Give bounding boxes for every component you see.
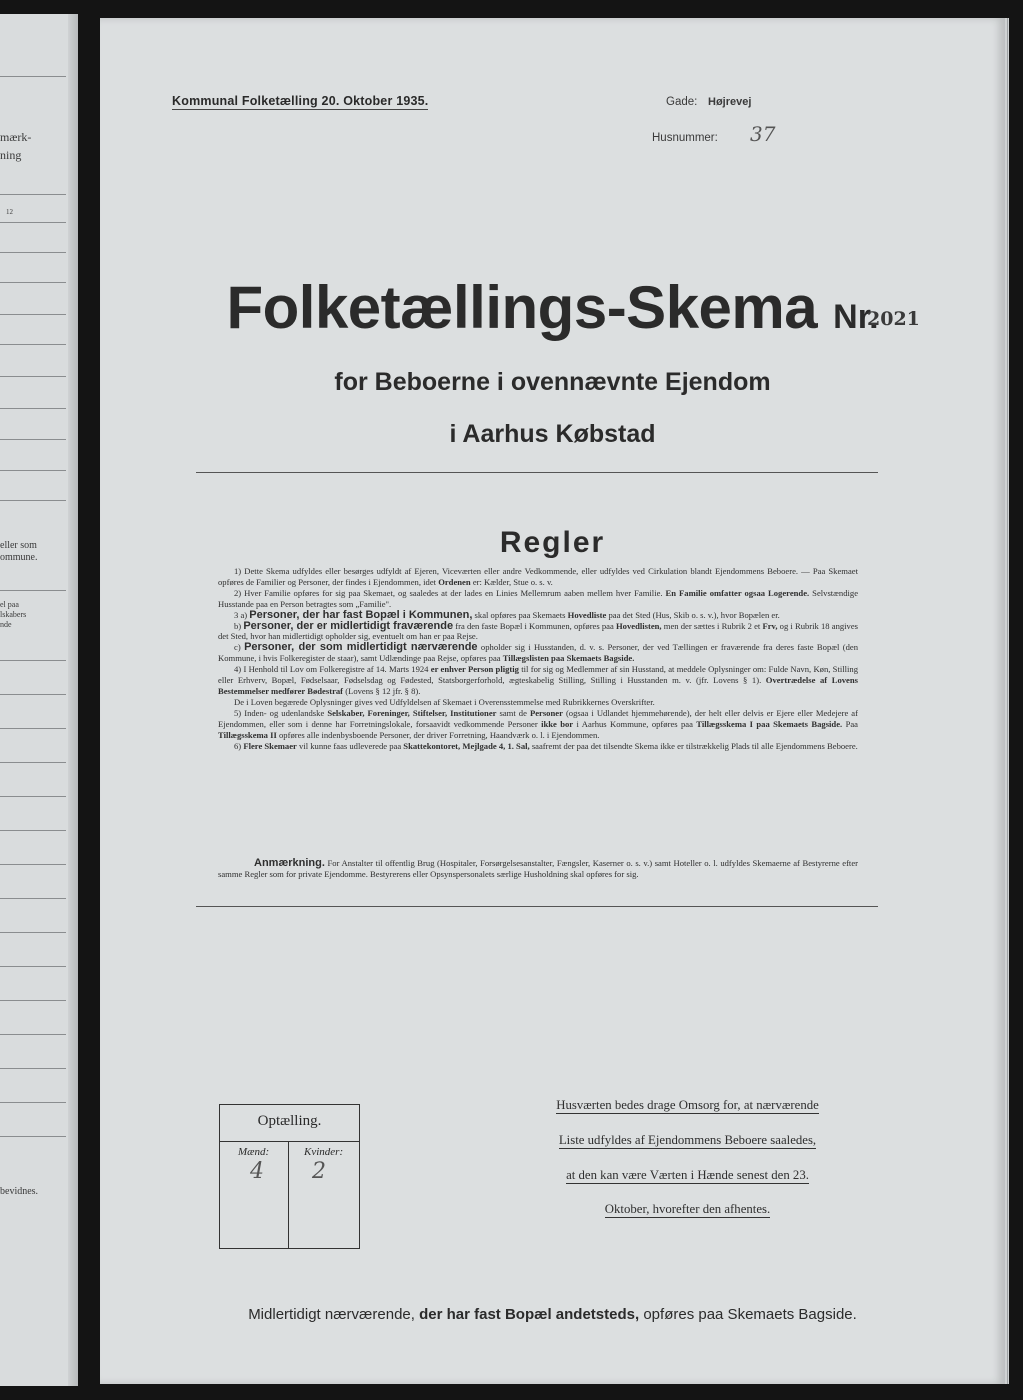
form-number-stamp: 2021 (867, 308, 920, 330)
left-page-rule (0, 932, 66, 933)
landlord-note-line-2: Liste udfyldes af Ejendommens Beboere saaledes, (558, 1133, 817, 1147)
left-page-rule (0, 590, 66, 591)
left-page-rule (0, 344, 66, 345)
left-page-rule (0, 1034, 66, 1035)
left-page-text: el paa (0, 600, 19, 609)
left-page-text: eller som (0, 540, 37, 551)
rule-4-note: De i Loven begærede Oplysninger gives ved Udfyldelsen af Skemaet i Overensstemmelse med Rubrikkernes Overskrifter. (234, 696, 655, 707)
form-subtitle-2: i Aarhus Købstad (449, 420, 656, 448)
left-page-rule (0, 222, 66, 223)
left-page-text: 12 (6, 208, 13, 216)
left-page-text: nde (0, 620, 12, 629)
left-page-rule (0, 966, 66, 967)
form-number-label: Nr. (833, 298, 879, 336)
left-page-rule (0, 796, 66, 797)
left-page-text: ning (0, 148, 22, 162)
left-page-rule (0, 660, 66, 661)
rule-5: 5) Inden- og udenlandske Selskaber, Foreninger, Stiftelser, Institutioner samt de Personer (ogsaa i Udlandet hjemmehørende), der helt eller delvis er Ejere eller Medejere af Ejendommen, eller som i denne har Forretningslokale, forsaavidt vedkommende Personer ikke bor i Aarhus Kommune, opføres paa Tillægsskema I paa Skemaets Bagside. Paa Tillægsskema II opføres alle indenbysboende Personer, der driver Forretning, Haandværk o. l. i Ejendommen. (218, 707, 858, 740)
street-label: Gade: (666, 96, 698, 108)
street-value: Højrevej (708, 96, 752, 108)
remark-heading: Anmærkning. (254, 857, 325, 869)
left-page-rule (0, 76, 66, 77)
left-page-text: lskabers (0, 610, 27, 619)
house-number-label: Husnummer: (652, 132, 718, 144)
left-page-rule (0, 762, 66, 763)
left-page-rule (0, 1068, 66, 1069)
house-number-handwritten: 37 (750, 122, 776, 146)
left-page-rule (0, 1136, 66, 1137)
rules-text (218, 566, 858, 751)
rule-3a: 3 a) Personer, der har fast Bopæl i Kommunen, skal opføres paa Skemaets Hovedliste paa det Sted (Hus, Skib o. s. v.), hvor Bopælen er. (234, 608, 780, 621)
left-page-rule (0, 898, 66, 899)
left-page-text: mærk- (0, 130, 32, 144)
landlord-note-line-1: Husværten bedes drage Omsorg for, at nærværende (556, 1098, 819, 1112)
rule-2: 2) Hver Familie opføres for sig paa Skemaet, og saaledes at der lades en Linies Mellemrum aaben mellem hver Familie. En Familie omfatter ogsaa Logerende. Selvstændige Husstande paa en Person betragtes som „Familie". (218, 587, 859, 609)
left-page-rule (0, 1102, 66, 1103)
count-box-rule (220, 1141, 359, 1142)
landlord-note-line-3: at den kan være Værten i Hænde senest den 23. (566, 1168, 809, 1182)
left-page-rule (0, 376, 66, 377)
remark-text: For Anstalter til offentlig Brug (Hospitaler, Forsørgelsesanstalter, Fængsler, Kaserner o. s. v.) samt Hoteller o. l. udfyldes Skemaerne af Bestyrerne efter samme Regler som for private Ejendomme. Bestyrerens eller Opsynspersonalets særlige Husholdning skal opføres for sig. (218, 858, 858, 879)
remark (218, 858, 858, 880)
women-label: Kvinder: (304, 1146, 344, 1158)
rule-6: 6) Flere Skemaer vil kunne faas udleverede paa Skattekontoret, Mejlgade 4, 1. Sal, saafremt der paa det tilsendte Skema ikke er tilstrækkelig Plads til alle Ejendommens Beboere. (234, 740, 858, 751)
rule-1: 1) Dette Skema udfyldes eller besørges udfyldt af Ejeren, Viceværten eller andre Vedkommende, eller udfyldes ved Cirkulation blandt Ejendommens Beboere. — Paa Skemaet opføres de Familier og Personer, der findes i Ejendommen, idet Ordenen er: Kælder, Stue o. s. v. (218, 566, 858, 587)
form-subtitle-1: for Beboerne i ovennævnte Ejendom (334, 368, 771, 396)
book-gutter (68, 14, 78, 1386)
rule-4: 4) I Henhold til Lov om Folkeregistre af 14. Marts 1924 er enhver Person pligtig til for sig og Medlemmer af sin Husstand, at meddele Oplysninger om: Fulde Navn, Køn, Stilling eller Erhverv, Bopæl, Fødselsaar, Fødselsdag og Fødested, Statsborgerforhold, ægteskabelig Stilling, Stilling i Husstanden m. v. (jfr. Lovens § 1). Overtrædelse af Lovens Bestemmelser medfører Bødestraf (Lovens § 12 jfr. § 8). (218, 664, 858, 696)
men-label: Mænd: (238, 1146, 270, 1158)
left-page-rule (0, 439, 66, 440)
count-box-title: Optælling. (257, 1113, 322, 1129)
left-page-rule (0, 314, 66, 315)
count-box-divider (288, 1141, 289, 1248)
rule-3c: c) Personer, der som midlertidigt nærværende opholder sig i Husstanden, d. v. s. Personer, der ved Tællingen er fraværende fra deres faste Bopæl (den Kommune, i hvis Folkeregister de staar), samt Udlændinge paa Rejse, opføres paa Tillægslisten paa Skemaets Bagside. (218, 641, 859, 664)
left-page-rule (0, 408, 66, 409)
left-page-rule (0, 194, 66, 195)
divider (196, 906, 878, 907)
footer-note: Midlertidigt nærværende, der har fast Bopæl andetsteds, opføres paa Skemaets Bagside. (248, 1306, 857, 1323)
left-page-text: bevidnes. (0, 1186, 39, 1197)
left-page-rule (0, 1000, 66, 1001)
census-header: Kommunal Folketælling 20. Oktober 1935. (172, 94, 429, 108)
form-title-main: Folketællings-Skema (226, 274, 818, 341)
left-page-rule (0, 830, 66, 831)
census-form-page (100, 18, 1005, 1384)
landlord-note-line-4: Oktober, hvorefter den afhentes. (604, 1202, 771, 1216)
left-page-text: ommune. (0, 552, 38, 563)
left-page-rule (0, 252, 66, 253)
left-page-rule (0, 500, 66, 501)
women-count: 2 (312, 1159, 326, 1184)
men-count: 4 (250, 1159, 264, 1184)
left-page-rule (0, 864, 66, 865)
left-page-rule (0, 470, 66, 471)
left-page-rule (0, 694, 66, 695)
rule-3b: b) Personer, der er midlertidigt fraværende fra den faste Bopæl i Kommunen, opføres paa Hovedlisten, men der sættes i Rubrik 2 et Frv, og i Rubrik 18 angives det Sted, hvor han midlertidigt opholder sig, eventuelt om han er paa Rejse. (218, 619, 859, 642)
count-box (219, 1104, 360, 1249)
divider (196, 472, 878, 473)
left-page-rule (0, 728, 66, 729)
left-page-rule (0, 282, 66, 283)
rules-heading: Regler (499, 526, 606, 559)
left-page-fragment (0, 14, 78, 1386)
